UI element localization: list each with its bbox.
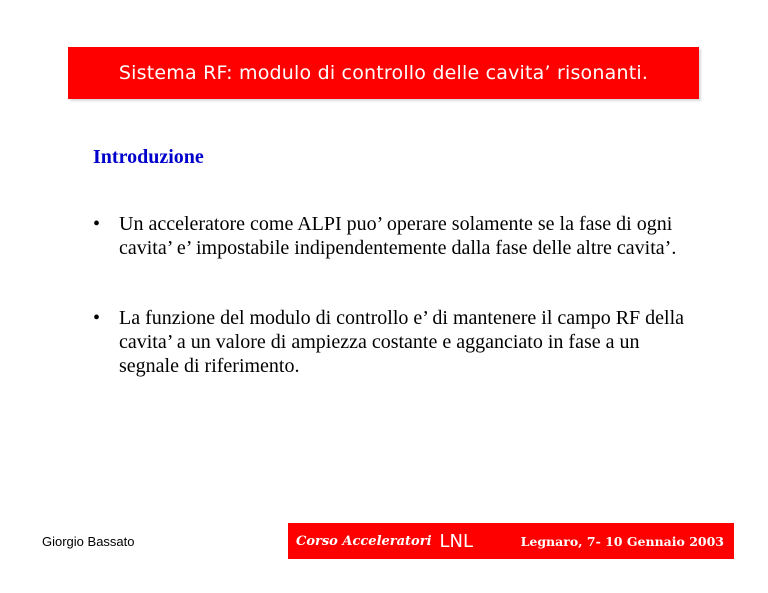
- bullet-item: [93, 306, 693, 378]
- section-heading: Introduzione: [93, 146, 204, 168]
- bullet-text: Un acceleratore come ALPI puo’ operare solamente se la fase di ogni cavita’ e’ impostabile indipendentemente dalla fase delle altre cavita’.: [119, 213, 677, 259]
- footer-place-date: Legnaro, 7- 10 Gennaio 2003: [520, 533, 724, 549]
- bullet-list: [93, 212, 693, 378]
- footer-lab: LNL: [439, 530, 474, 552]
- bullet-icon: •: [93, 213, 101, 235]
- slide-title: Sistema RF: modulo di controllo delle cavita’ risonanti.: [118, 62, 649, 84]
- bullet-item: [93, 212, 693, 260]
- footer-course: Corso Acceleratori: [296, 533, 432, 549]
- footer-author: Giorgio Bassato: [42, 534, 135, 549]
- bullet-text: La funzione del modulo di controllo e’ di mantenere il campo RF della cavita’ a un valore di ampiezza costante e agganciato in fase a un segnale di riferimento.: [119, 307, 685, 377]
- footer-banner: [288, 523, 734, 559]
- bullet-icon: •: [93, 307, 101, 329]
- title-banner: [68, 47, 699, 99]
